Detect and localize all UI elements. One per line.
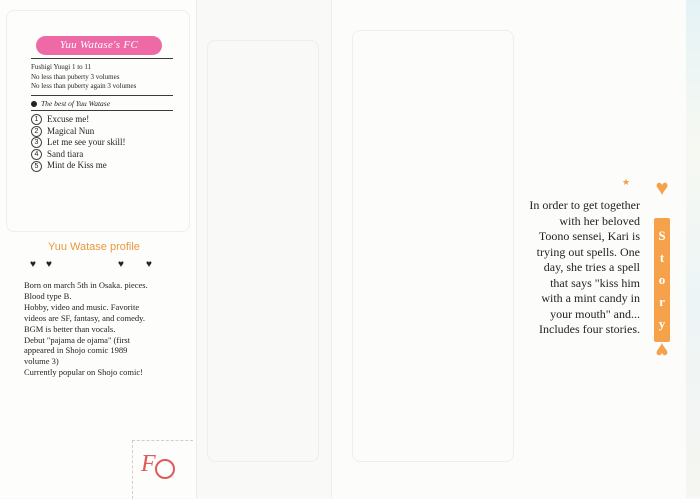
heart-row xyxy=(30,259,160,271)
fc-header-badge: Yuu Watase's FC xyxy=(36,36,162,55)
circled-number: 1 xyxy=(31,114,42,125)
profile-title: Yuu Watase profile xyxy=(48,241,140,253)
circled-number: 3 xyxy=(31,137,42,148)
faint-artwork xyxy=(207,40,319,462)
best-of-heading xyxy=(31,99,110,108)
story-line: with her beloved xyxy=(559,213,640,228)
best-of-list xyxy=(31,114,125,172)
logo-circle-icon xyxy=(155,459,175,479)
profile-line: Hobby, video and music. Favorite xyxy=(24,301,140,312)
story-line: Toono sensei, Kari is xyxy=(538,229,640,243)
divider xyxy=(31,95,173,96)
heart-icon: ♥ xyxy=(655,175,669,200)
story-line: that says "kiss him xyxy=(550,275,640,290)
story-line: day, she tries a spell xyxy=(543,260,640,274)
story-letter: o xyxy=(658,272,666,287)
heart-icon: ♥ xyxy=(30,259,36,270)
list-item-text: Let me see your skill! xyxy=(47,137,126,148)
circled-number: 2 xyxy=(31,126,42,137)
story-line: In order to get together xyxy=(529,198,640,212)
profile-line: appeared in Shojo comic 1989 xyxy=(24,345,128,356)
fc-line: No less than puberty again 3 volumes xyxy=(31,82,137,90)
fc-volume-list xyxy=(31,63,136,92)
bullet-icon xyxy=(31,101,37,107)
fc-logo xyxy=(132,440,193,499)
story-letter: y xyxy=(658,316,666,331)
heart-icon: ♥ xyxy=(146,259,152,270)
edge-decoration xyxy=(686,0,700,498)
story-letter: r xyxy=(659,294,665,309)
profile-line: Blood type B. xyxy=(24,290,72,301)
list-item-text: Mint de Kiss me xyxy=(47,160,107,171)
fc-line: Fushigi Yuugi 1 to 11 xyxy=(31,63,92,71)
story-line: with a mint candy in xyxy=(541,291,640,305)
story-text xyxy=(500,198,640,338)
profile-line: Born on march 5th in Osaka. pieces. xyxy=(24,280,148,290)
list-item xyxy=(31,137,125,149)
story-line: your mouth" and... xyxy=(550,306,640,321)
logo-letter: F xyxy=(141,451,156,477)
list-item xyxy=(31,160,125,172)
divider xyxy=(31,58,173,59)
list-item-text: Excuse me! xyxy=(47,114,90,124)
divider xyxy=(31,110,173,111)
profile-line: BGM is better than vocals. xyxy=(24,323,116,334)
list-item-text: Magical Nun xyxy=(47,125,95,136)
list-item xyxy=(31,114,125,126)
best-of-title: The best of Yuu Watase xyxy=(41,99,111,108)
profile-line: videos are SF, fantasy, and comedy. xyxy=(24,312,145,323)
list-item-text: Sand tiara xyxy=(47,148,84,159)
circled-number: 5 xyxy=(31,161,42,172)
list-item xyxy=(31,126,125,138)
heart-icon: ♥ xyxy=(655,338,669,363)
profile-line: Currently popular on Shojo comic! xyxy=(24,367,143,378)
story-line: Includes four stories. xyxy=(539,322,640,336)
circled-number: 4 xyxy=(31,149,42,160)
faint-artwork xyxy=(352,30,514,462)
list-item xyxy=(31,149,125,161)
profile-line: Debut "pajama de ojama" (first xyxy=(24,334,131,345)
story-letter: t xyxy=(659,250,665,265)
heart-icon: ♥ xyxy=(118,259,124,270)
story-letter: S xyxy=(658,228,666,243)
heart-icon: ♥ xyxy=(46,259,52,270)
middle-page xyxy=(197,0,332,498)
profile-text xyxy=(24,280,194,378)
fc-line: No less than puberty 3 volumes xyxy=(31,72,120,81)
profile-line: volume 3) xyxy=(24,356,59,367)
story-line: trying out spells. One xyxy=(536,244,640,259)
story-label-bar xyxy=(652,175,672,363)
star-icon: ★ xyxy=(622,177,631,187)
